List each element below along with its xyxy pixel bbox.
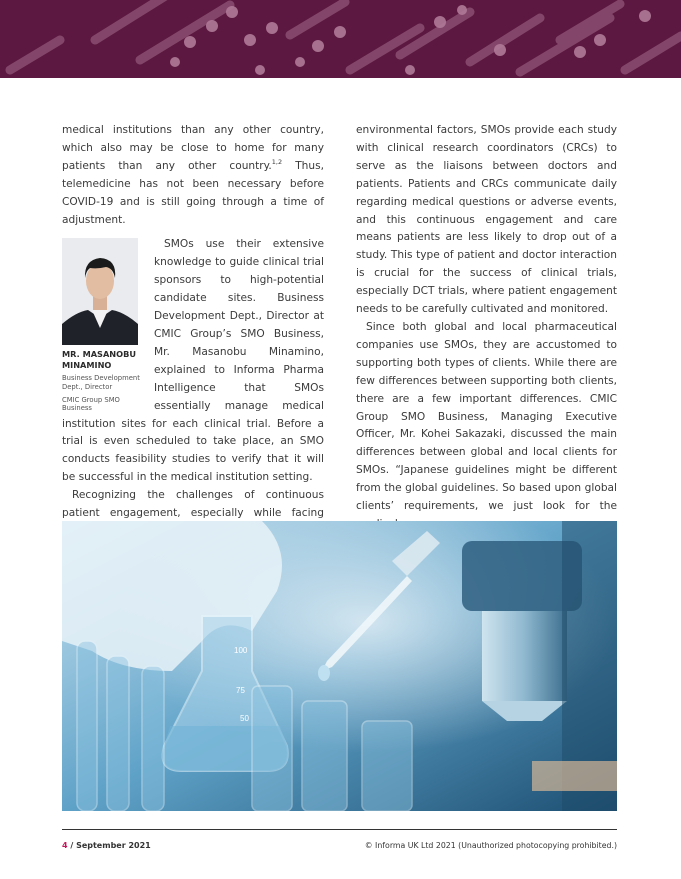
right-paragraph-1: environmental factors, SMOs provide each study with clinical research coordinators (CRCs) to serve as the liaisons between doctors and patients. Patients and CRCs communicate daily regarding medical questions or adverse events, and this continuous engagement and care means patients are less likely to drop out of a study. This type of patient and doctor interaction is crucial for the success of clinical trials, especially DCT trials, where patient engagement needs to be carefully cultivated and monitored.	[356, 124, 617, 316]
profile-role: Business Development Dept., Director	[62, 374, 140, 392]
left-paragraph-1	[62, 122, 324, 229]
left-paragraph-3: Recognizing the challenges of continuous patient engagement, especially while facing	[62, 489, 324, 520]
flask-mark-75: 75	[236, 686, 245, 695]
laboratory-image	[62, 521, 617, 811]
left-p1-end-text: Thus, telemedicine has not been necessary before COVID-19 and is still going through a time of adjustment.	[62, 159, 324, 226]
right-paragraph-2: Since both global and local pharmaceutical companies use SMOs, they are accustomed to supporting both types of clients. While there are few differences between supporting both clients, there are a few important differences. CMIC Group SMO Business, Managing Executive Officer, Mr. Kohei Sakazaki, discussed the main differences between global and local clients for SMOs. “Japanese guidelines might be different from the global guidelines. So based upon global clients’ requirements, we just look for the	[356, 320, 617, 513]
left-paragraph-2: SMOs use their extensive knowledge to guide clinical trial sponsors to high-potential candidate sites. Business Development Dept., Director at CMIC Group’s SMO Business, Mr. Masanobu Minamino, explained to Informa Pharma Intelligence that SMOs essentially manage medical institution sites for each clinical trial. Before a trial is even scheduled to take place, an SMO conducts feasibility studies to verify that it will be successful in the medical institution setting.	[62, 238, 324, 484]
footer-divider	[62, 829, 617, 830]
header-banner	[0, 0, 681, 78]
copyright-notice: © Informa UK Ltd 2021 (Unauthorized photocopying prohibited.)	[364, 841, 617, 850]
issue-date: / September 2021	[67, 841, 151, 850]
portrait-photo	[62, 238, 138, 345]
profile-name: MR. MASANOBU MINAMINO	[62, 349, 136, 370]
article-left-column	[62, 122, 324, 541]
flask-mark-50: 50	[240, 714, 249, 723]
page-number: 4	[62, 841, 68, 850]
left-p1-text: medical institutions than any other country, which also may be close to home for many patients than any other country.	[62, 124, 324, 172]
flask-mark-100: 100	[234, 646, 248, 655]
profile-card	[62, 238, 142, 412]
banner-pattern	[0, 0, 681, 78]
article-right-column	[356, 122, 617, 534]
footer-page-info	[62, 841, 151, 850]
profile-organization: CMIC Group SMO Business	[62, 395, 120, 413]
citation-superscript: 1,2	[271, 157, 283, 166]
